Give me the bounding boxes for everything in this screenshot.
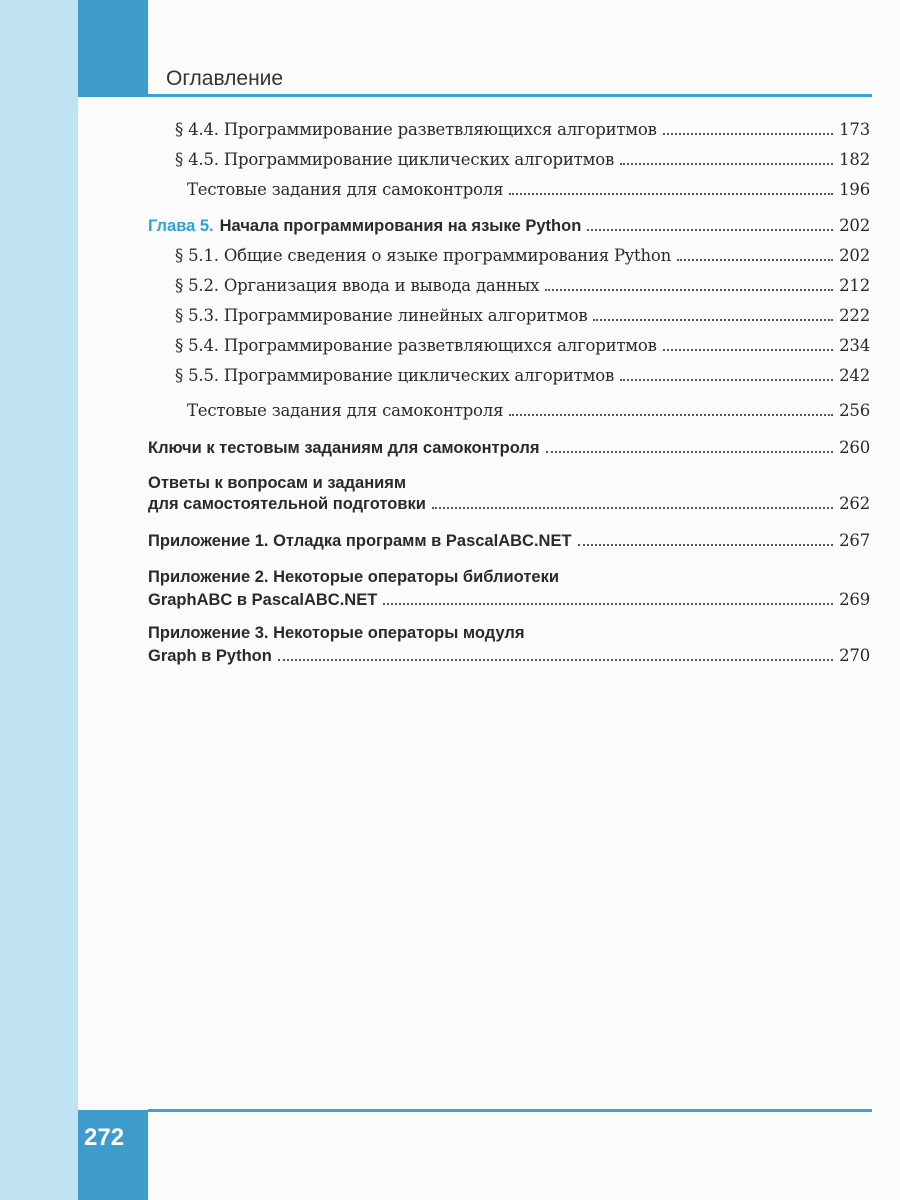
toc-entry: § 5.3. Программирование линейных алгоритмов 222: [175, 306, 870, 325]
page-number: 272: [84, 1124, 125, 1151]
toc-entry: Тестовые задания для самоконтроля 196: [187, 180, 870, 199]
leader-dots: [278, 659, 833, 661]
toc-appendix: Graph в Python 270: [148, 646, 870, 665]
footer-rule: [148, 1109, 872, 1112]
toc-appendix-line1: Приложение 3. Некоторые операторы модуля: [148, 624, 525, 642]
leader-dots: [546, 451, 834, 453]
leader-dots: [587, 229, 833, 231]
toc-appendix: GraphABC в PascalABC.NET 269: [148, 590, 870, 609]
toc-entry: Тестовые задания для самоконтроля 256: [187, 401, 870, 420]
toc-appendix: Приложение 1. Отладка программ в PascalABC.NET 267: [148, 531, 870, 550]
toc-section: для самостоятельной подготовки 262: [148, 494, 870, 513]
leader-dots: [383, 603, 833, 605]
leader-dots: [432, 507, 833, 509]
toc-entry: § 4.5. Программирование циклических алгоритмов 182: [175, 150, 870, 169]
toc-entry: § 5.1. Общие сведения о языке программирования Python 202: [175, 246, 870, 265]
toc-entry: § 5.2. Организация ввода и вывода данных 212: [175, 276, 870, 295]
toc-entry: § 5.5. Программирование циклических алгоритмов 242: [175, 366, 870, 385]
leader-dots: [663, 349, 833, 351]
leader-dots: [620, 379, 833, 381]
toc-section-line1: Ответы к вопросам и заданиям: [148, 474, 407, 492]
toc-section: Ключи к тестовым заданиям для самоконтроля 260: [148, 438, 870, 457]
leader-dots: [545, 289, 833, 291]
page-title: Оглавление: [166, 67, 284, 90]
leader-dots: [509, 193, 833, 195]
leader-dots: [663, 133, 833, 135]
chapter-label: Глава 5.: [148, 217, 214, 235]
toc-chapter: Глава 5. Начала программирования на языке Python 202: [148, 216, 870, 235]
toc-appendix-line1: Приложение 2. Некоторые операторы библиотеки: [148, 568, 559, 586]
leader-dots: [578, 544, 834, 546]
leader-dots: [593, 319, 833, 321]
leader-dots: [620, 163, 833, 165]
leader-dots: [677, 259, 833, 261]
leader-dots: [509, 414, 833, 416]
toc-entry: § 5.4. Программирование разветвляющихся алгоритмов 234: [175, 336, 870, 355]
header-color-tab: [78, 0, 148, 97]
header-rule: [148, 94, 872, 97]
toc-entry: § 4.4. Программирование разветвляющихся алгоритмов 173: [175, 120, 870, 139]
